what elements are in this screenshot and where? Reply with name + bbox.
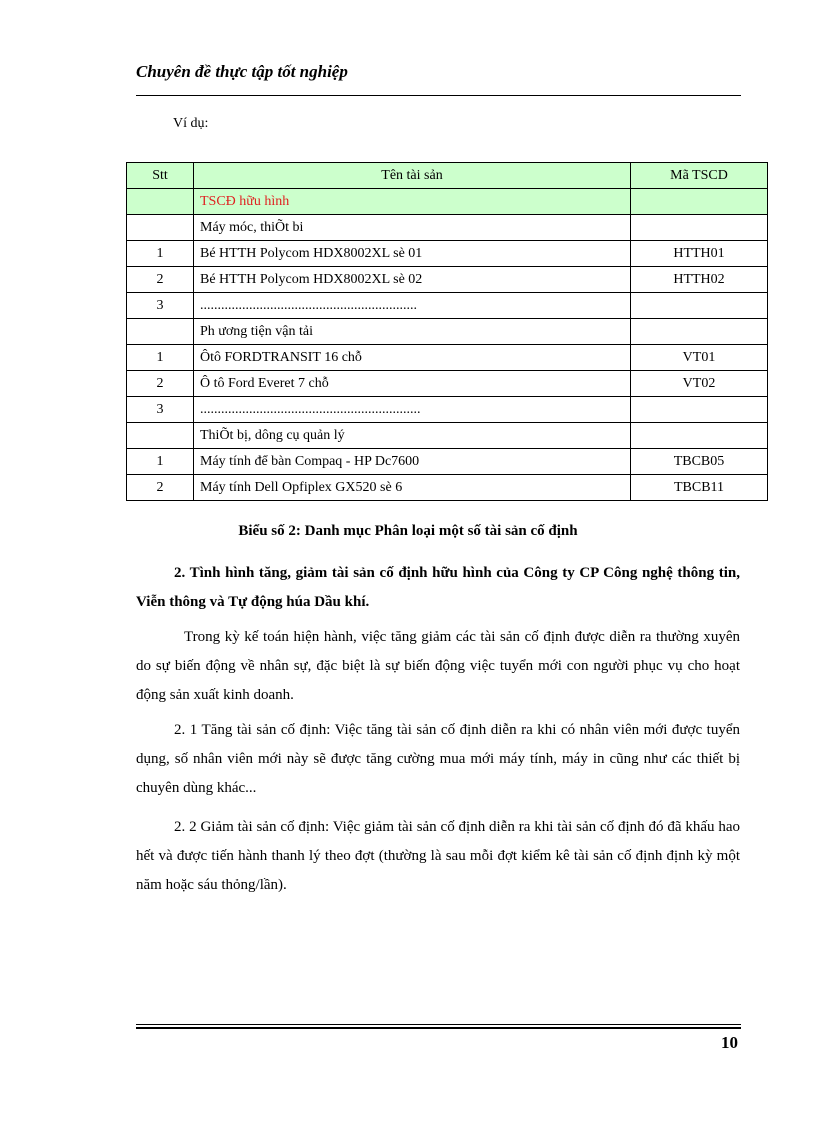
row-code [631, 423, 768, 449]
row-asset-name: ............................................................... [194, 397, 631, 423]
row-stt: 2 [127, 267, 194, 293]
table-row [127, 319, 768, 345]
row-group-title: Máy móc, thiÕt bi [194, 215, 631, 241]
header-stt: Stt [127, 163, 194, 189]
body-paragraph: Trong kỳ kế toán hiện hành, việc tăng giảm các tài sản cố định được diễn ra thường xuyên do sự biến động về nhân sự, đặc biệt là sự biến động việc tuyển mới con người phục vụ cho hoạt động sản xuất kinh doanh. [136, 629, 740, 703]
header-asset-code: Mã TSCD [631, 163, 768, 189]
table-row [127, 215, 768, 241]
table-row [127, 241, 768, 267]
row-code: VT01 [631, 345, 768, 371]
row-code [631, 293, 768, 319]
row-stt [127, 189, 194, 215]
table-caption: Biểu số 2: Danh mục Phân loại một số tài sản cố định [238, 523, 578, 539]
row-code: VT02 [631, 371, 768, 397]
row-stt: 2 [127, 475, 194, 501]
table-row [127, 293, 768, 319]
row-stt: 3 [127, 293, 194, 319]
row-code: HTTH01 [631, 241, 768, 267]
table-row [127, 423, 768, 449]
example-label: Ví dụ: [173, 116, 209, 131]
table-row [127, 397, 768, 423]
body-paragraph: 2. 2 Giảm tài sản cố định: Việc giảm tài sản cố định diễn ra khi tài sản cố định đó đã khấu hao hết và được tiến hành thanh lý theo đợt (thường là sau mỗi đợt kiểm kê tài sản cố định định kỳ một năm hoặc sáu thỏng/lần). [136, 819, 740, 893]
row-stt [127, 215, 194, 241]
row-asset-name: Máy tính Dell Opfiplex GX520 sè 6 [194, 475, 631, 501]
table-row [127, 449, 768, 475]
row-code: HTTH02 [631, 267, 768, 293]
table-row [127, 371, 768, 397]
row-group-title: Ph ương tiện vận tải [194, 319, 631, 345]
footer-divider [136, 1024, 741, 1025]
row-asset-name: Bé HTTH Polycom HDX8002XL sè 01 [194, 241, 631, 267]
row-asset-name: .............................................................. [194, 293, 631, 319]
row-code [631, 319, 768, 345]
page-number: 10 [721, 1033, 738, 1052]
table-row [127, 475, 768, 501]
section-heading: 2. Tình hình tăng, giảm tài sản cố định hữu hình của Công ty CP Công nghệ thông tin, Viễn thông và Tự động húa Dầu khí. [136, 565, 740, 610]
header-asset-name: Tên tài sản [194, 163, 631, 189]
header-divider [136, 95, 741, 96]
row-stt: 1 [127, 345, 194, 371]
row-asset-name: Máy tính để bàn Compaq - HP Dc7600 [194, 449, 631, 475]
row-stt [127, 423, 194, 449]
table-row [127, 267, 768, 293]
row-code [631, 189, 768, 215]
row-code: TBCB11 [631, 475, 768, 501]
row-asset-name: Bé HTTH Polycom HDX8002XL sè 02 [194, 267, 631, 293]
table-header-row [127, 163, 768, 189]
row-code [631, 215, 768, 241]
row-code: TBCB05 [631, 449, 768, 475]
row-code [631, 397, 768, 423]
row-asset-name: Ô tô Ford Everet 7 chỗ [194, 371, 631, 397]
body-paragraph: 2. 1 Tăng tài sản cố định: Việc tăng tài sản cố định diễn ra khi có nhân viên mới được tuyển dụng, số nhân viên mới này sẽ được tăng cường mua mới máy tính, máy in cũng như các thiết bị chuyên dùng khác... [136, 722, 740, 796]
footer-divider-thick [136, 1027, 741, 1029]
table-row [127, 345, 768, 371]
page-header-title: Chuyên đề thực tập tốt nghiệp [136, 62, 348, 81]
row-stt: 3 [127, 397, 194, 423]
table-row [127, 189, 768, 215]
row-stt: 1 [127, 241, 194, 267]
row-stt: 2 [127, 371, 194, 397]
asset-table [126, 162, 768, 501]
row-group-title: ThiÕt bị, dông cụ quản lý [194, 423, 631, 449]
row-stt: 1 [127, 449, 194, 475]
row-stt [127, 319, 194, 345]
row-category-title: TSCĐ hữu hình [194, 189, 631, 215]
row-asset-name: Ôtô FORDTRANSIT 16 chỗ [194, 345, 631, 371]
